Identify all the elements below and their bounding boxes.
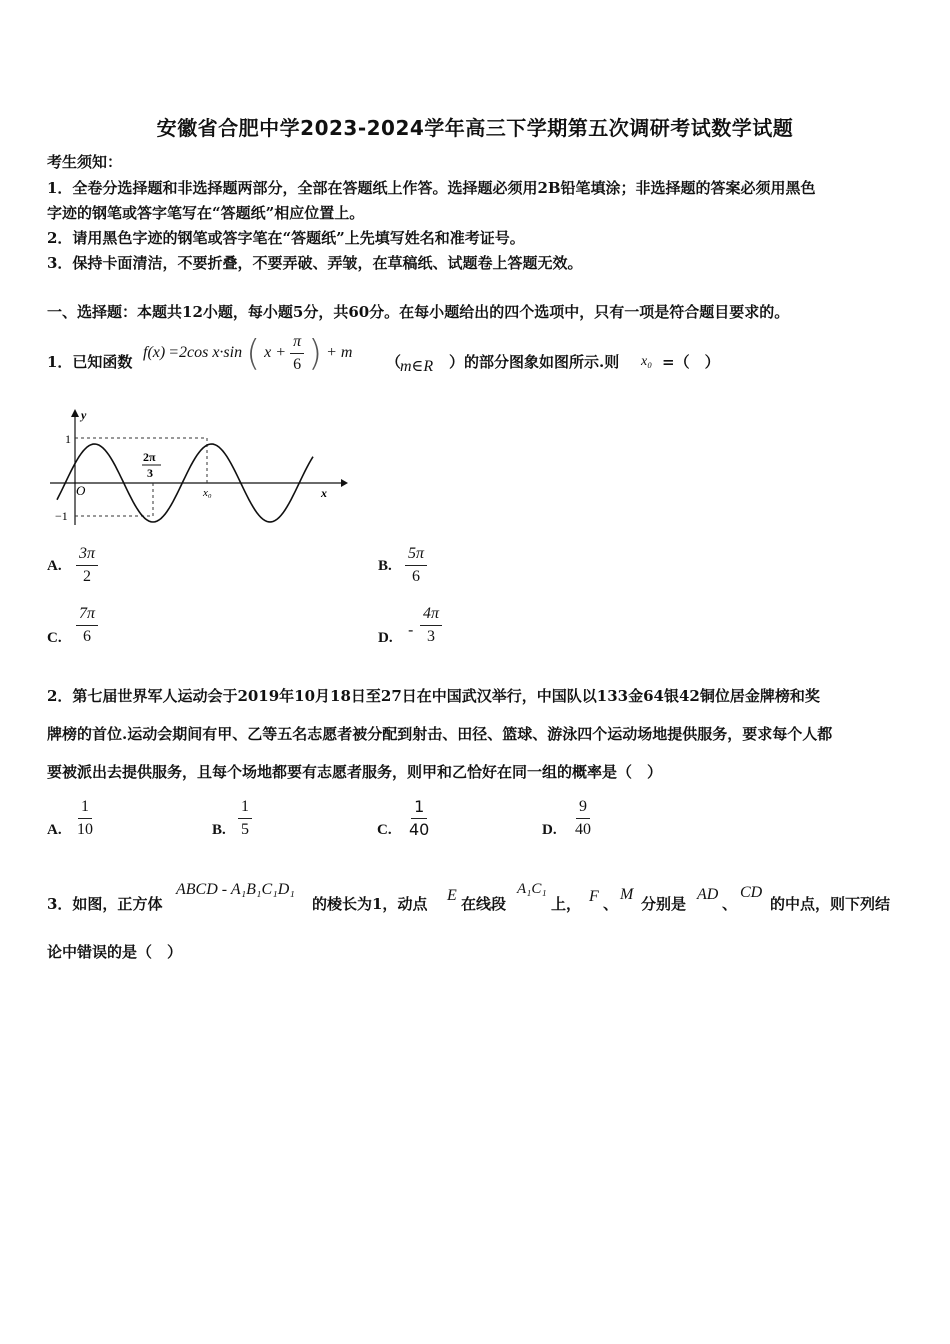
q2-option-d-label[interactable]: D. [542, 822, 557, 838]
q3-mid2: 在线段 [461, 895, 507, 913]
q2-option-a-label[interactable]: A. [47, 822, 62, 838]
notice-line-1: 1．全卷分选择题和非选择题两部分，全部在答题纸上作答。选择题必须用2B铅笔填涂；非选择题的答案必须用黑色 [47, 179, 816, 197]
q1-x0: x₀ [641, 354, 653, 369]
q3-sep: 、 [603, 895, 619, 913]
q3-prefix: 3．如图，正方体 [47, 895, 163, 913]
x-axis-arrow-icon [341, 479, 348, 487]
page-title: 安徽省合肥中学2023-2024学年高三下学期第五次调研考试数学试题 [156, 116, 794, 140]
q1-option-d-sign: - [408, 620, 414, 639]
q3-CD: CD [740, 884, 763, 901]
q1-option-a[interactable]: $\frac{3\pi}{2}$ [76, 545, 98, 586]
q1-formula: f(x) =2cos x·sin ( x + $\frac{\pi}{6}$ ) + m [143, 332, 353, 374]
q3-E: E [447, 887, 457, 904]
y-label: y [81, 408, 87, 422]
q1-option-b-label[interactable]: B. [378, 558, 392, 574]
q3-F: F [589, 888, 599, 905]
notice-line-3: 2．请用黑色字迹的钢笔或答字笔在“答题纸”上先填写姓名和准考证号。 [47, 229, 525, 247]
q1-option-a-label[interactable]: A. [47, 558, 62, 574]
q2-option-d[interactable]: $\frac{9}{40}$ [575, 798, 591, 838]
q2-option-c-label[interactable]: C. [377, 822, 392, 838]
q1-formula-f: f(x) [143, 344, 166, 361]
x-label: x [321, 486, 327, 500]
notice-line-4: 3．保持卡面清洁，不要折叠，不要弄破、弄皱，在草稿纸、试题卷上答题无效。 [47, 254, 583, 272]
q1-formula-fraction: $\frac{\pi}{6}$ [290, 333, 304, 374]
tick-3: 3 [147, 466, 153, 480]
q3-line-2: 论中错误的是（ ） [47, 943, 183, 961]
q1-formula-eq: =2cos x·sin [168, 344, 243, 361]
notice-line-2: 字迹的钢笔或答字笔写在“答题纸”相应位置上。 [47, 204, 365, 222]
tick-2pi: 2π [143, 450, 156, 464]
q1-condition: m∈R [400, 358, 434, 375]
q3-mid5: 的中点，则下列结 [770, 895, 891, 913]
q1-option-c-label[interactable]: C. [47, 630, 62, 646]
q1-suffix: ）的部分图象如图所示.则 [449, 353, 620, 371]
q2-line-3: 要被派出去提供服务，且每个场地都要有志愿者服务，则甲和乙恰好在同一组的概率是（ ） [47, 763, 663, 781]
tick-neg-one: −1 [55, 509, 68, 523]
q2-line-1: 2．第七届世界军人运动会于2019年10月18日至27日在中国武汉举行，中国队以133金64银42铜位居金牌榜和奖 [47, 687, 820, 705]
q3-cube: ABCD - A₁B₁C₁D₁ [176, 881, 295, 898]
q1-prefix: 1．已知函数 [47, 353, 133, 371]
origin-label: O [76, 483, 86, 498]
tick-x0: x₀ [203, 487, 212, 499]
q3-segment: A₁C₁ [517, 881, 547, 897]
q2-option-c[interactable]: $\frac{1}{40}$ [409, 797, 430, 839]
q3-M: M [620, 886, 634, 903]
section-heading: 一、选择题：本题共12小题，每小题5分，共60分。在每小题给出的四个选项中，只有一项是符合题目要求的。 [47, 303, 790, 321]
q1-formula-x: x + [264, 344, 287, 361]
q1-option-d[interactable]: $\frac{4\pi}{3}$ [420, 605, 442, 646]
q1-option-c[interactable]: $\frac{7\pi}{6}$ [76, 605, 98, 646]
q2-line-2: 牌榜的首位.运动会期间有甲、乙等五名志愿者被分配到射击、田径、篮球、游泳四个运动场地提供服务，要求每个人都 [47, 725, 833, 743]
q2-option-b-label[interactable]: B. [212, 822, 226, 838]
q2-option-a[interactable]: $\frac{1}{10}$ [77, 798, 93, 838]
notice-header: 考生须知： [47, 153, 123, 171]
q3-sep2: 、 [722, 895, 738, 913]
q1-option-d-label[interactable]: D. [378, 630, 393, 646]
q1-formula-m: + m [326, 344, 353, 361]
q3-mid3: 上， [551, 895, 582, 913]
q1-cond-open: （ [386, 353, 402, 371]
q1-graph [45, 405, 350, 530]
q2-option-b[interactable]: $\frac{1}{5}$ [238, 798, 252, 839]
q1-tail: =（ ） [662, 353, 720, 371]
q3-mid4: 分别是 [641, 895, 687, 913]
q3-mid1: 的棱长为1，动点 [312, 895, 428, 913]
y-axis-arrow-icon [71, 409, 79, 417]
q3-AD: AD [697, 886, 719, 903]
tick-one: 1 [65, 432, 71, 446]
q1-option-b[interactable]: $\frac{5\pi}{6}$ [405, 545, 427, 586]
